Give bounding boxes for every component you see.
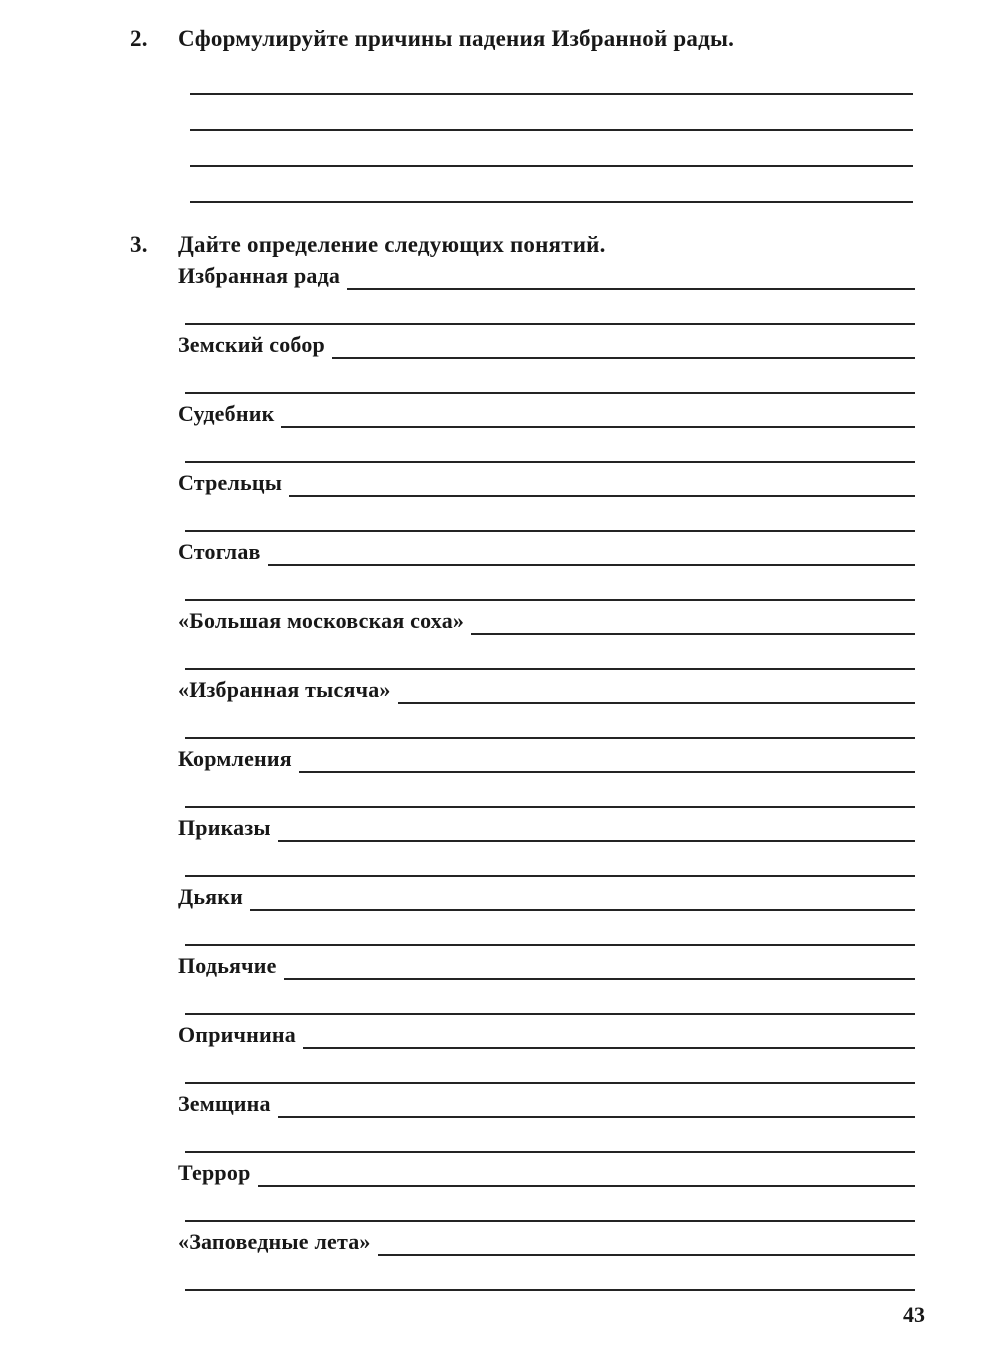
term-answer-line bbox=[250, 883, 915, 911]
term-answer-line bbox=[258, 1159, 915, 1187]
term-answer-continuation-line bbox=[185, 461, 915, 463]
term-item bbox=[178, 607, 915, 676]
term-label: «Большая московская соха» bbox=[178, 608, 465, 633]
term-row bbox=[178, 1090, 915, 1118]
term-label: Земщина bbox=[178, 1091, 271, 1116]
term-item bbox=[178, 1228, 915, 1297]
term-row bbox=[178, 1228, 915, 1256]
page-number: 43 bbox=[903, 1302, 925, 1327]
term-label: «Избранная тысяча» bbox=[178, 677, 391, 702]
term-answer-line bbox=[278, 1090, 915, 1118]
term-item bbox=[178, 469, 915, 538]
term-answer-continuation-line bbox=[185, 737, 915, 739]
term-item bbox=[178, 952, 915, 1021]
term-label: Стоглав bbox=[178, 539, 261, 564]
term-answer-line bbox=[398, 676, 915, 704]
term-row bbox=[178, 262, 915, 290]
term-answer-line bbox=[281, 400, 915, 428]
term-item bbox=[178, 1021, 915, 1090]
answer-line bbox=[190, 95, 913, 131]
answer-line bbox=[190, 167, 913, 203]
question-2 bbox=[130, 24, 915, 203]
term-answer-line bbox=[278, 814, 915, 842]
term-answer-continuation-line bbox=[185, 392, 915, 394]
term-answer-continuation-line bbox=[185, 1220, 915, 1222]
term-item bbox=[178, 262, 915, 331]
question-2-heading bbox=[130, 24, 915, 54]
term-item bbox=[178, 814, 915, 883]
term-item bbox=[178, 1090, 915, 1159]
term-item bbox=[178, 331, 915, 400]
term-row bbox=[178, 607, 915, 635]
term-row bbox=[178, 676, 915, 704]
term-label: Подьячие bbox=[178, 953, 277, 978]
term-answer-line bbox=[378, 1228, 915, 1256]
term-answer-continuation-line bbox=[185, 1013, 915, 1015]
term-answer-continuation-line bbox=[185, 944, 915, 946]
term-label: Избранная рада bbox=[178, 263, 341, 288]
question-2-number: 2. bbox=[130, 26, 148, 51]
terms-list bbox=[130, 262, 915, 1297]
term-answer-continuation-line bbox=[185, 1289, 915, 1291]
term-row bbox=[178, 1159, 915, 1187]
term-answer-line bbox=[268, 538, 915, 566]
term-label: Террор bbox=[178, 1160, 251, 1185]
term-label: Земский собор bbox=[178, 332, 325, 357]
term-item bbox=[178, 883, 915, 952]
term-row bbox=[178, 469, 915, 497]
question-3-number: 3. bbox=[130, 232, 148, 257]
term-item bbox=[178, 400, 915, 469]
term-row bbox=[178, 538, 915, 566]
term-answer-continuation-line bbox=[185, 599, 915, 601]
term-row bbox=[178, 745, 915, 773]
term-item bbox=[178, 745, 915, 814]
term-answer-line bbox=[284, 952, 915, 980]
term-answer-continuation-line bbox=[185, 1151, 915, 1153]
question-2-text: Сформулируйте причины падения Избранной рады. bbox=[178, 26, 735, 51]
term-answer-continuation-line bbox=[185, 530, 915, 532]
term-answer-continuation-line bbox=[185, 875, 915, 877]
term-label: Опричнина bbox=[178, 1022, 296, 1047]
term-answer-continuation-line bbox=[185, 323, 915, 325]
term-answer-line bbox=[289, 469, 915, 497]
term-item bbox=[178, 538, 915, 607]
term-label: Приказы bbox=[178, 815, 271, 840]
term-answer-line bbox=[303, 1021, 915, 1049]
term-label: «Заповедные лета» bbox=[178, 1229, 371, 1254]
term-row bbox=[178, 1021, 915, 1049]
term-answer-continuation-line bbox=[185, 1082, 915, 1084]
term-answer-line bbox=[332, 331, 915, 359]
term-row bbox=[178, 400, 915, 428]
term-row bbox=[178, 883, 915, 911]
term-label: Кормления bbox=[178, 746, 292, 771]
term-answer-line bbox=[299, 745, 915, 773]
term-label: Судебник bbox=[178, 401, 275, 426]
question-3-text: Дайте определение следующих понятий. bbox=[178, 232, 606, 257]
term-row bbox=[178, 331, 915, 359]
answer-line bbox=[190, 131, 913, 167]
question-3-heading bbox=[130, 230, 915, 260]
term-answer-continuation-line bbox=[185, 806, 915, 808]
term-item bbox=[178, 1159, 915, 1228]
term-label: Дьяки bbox=[178, 884, 244, 909]
term-row bbox=[178, 814, 915, 842]
term-answer-line bbox=[347, 262, 915, 290]
question-3 bbox=[130, 230, 915, 1297]
term-row bbox=[178, 952, 915, 980]
term-answer-continuation-line bbox=[185, 668, 915, 670]
question-2-answer-lines bbox=[190, 59, 913, 203]
term-label: Стрельцы bbox=[178, 470, 283, 495]
term-item bbox=[178, 676, 915, 745]
answer-line bbox=[190, 59, 913, 95]
term-answer-line bbox=[471, 607, 915, 635]
